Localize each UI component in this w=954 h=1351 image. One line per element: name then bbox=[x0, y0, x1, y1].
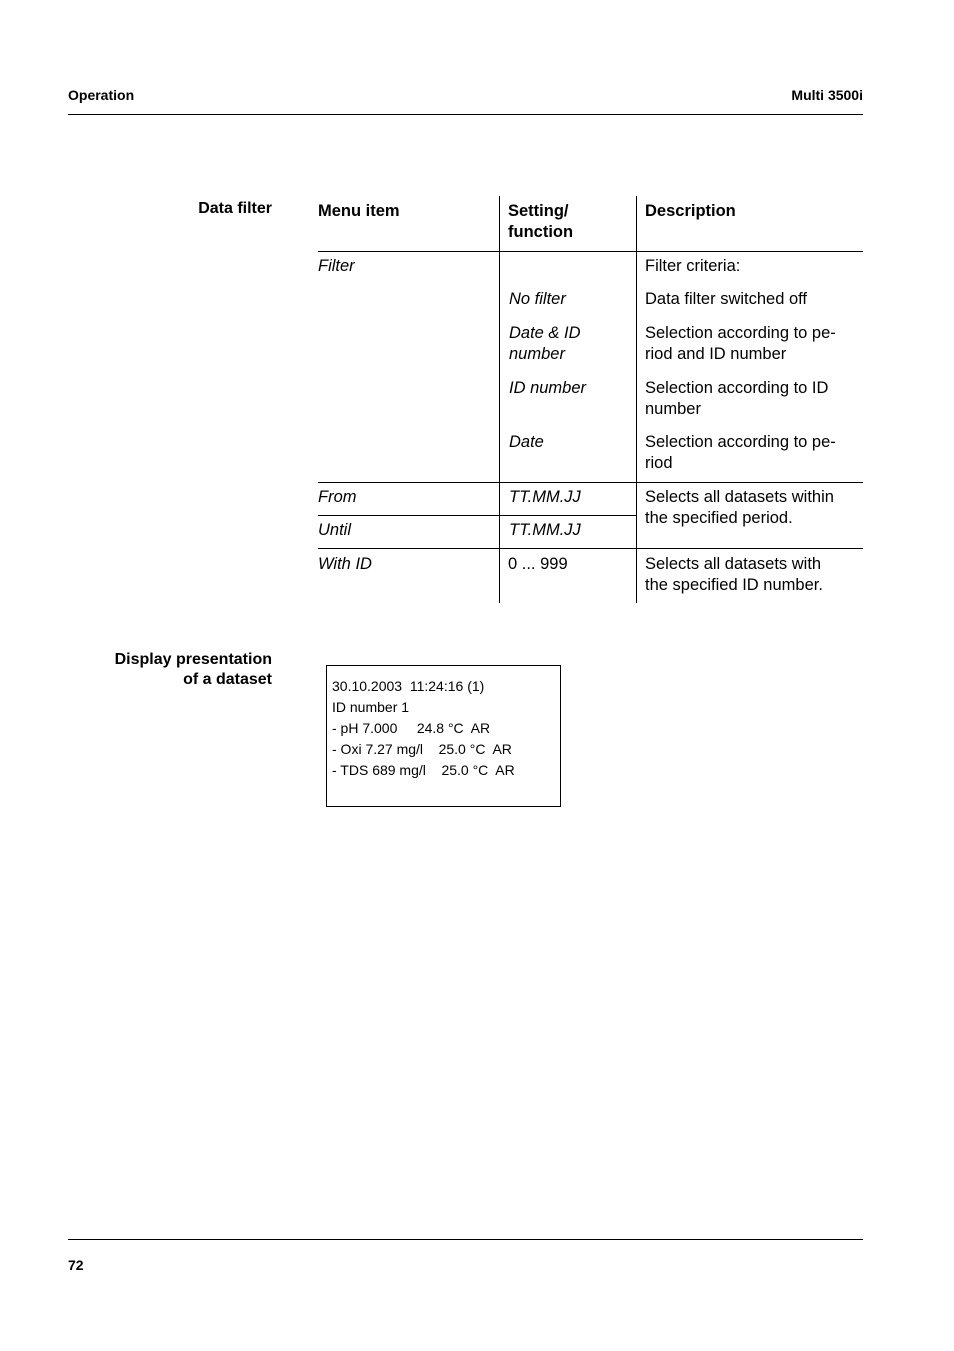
table-row-rule bbox=[318, 515, 636, 516]
column-header-setting-line2: function bbox=[508, 223, 574, 241]
desc-date-line2: riod bbox=[645, 454, 673, 472]
table-header-rule bbox=[318, 251, 863, 252]
column-header-setting-line1: Setting/ bbox=[508, 202, 569, 220]
desc-with-id-line2: the specified ID number. bbox=[645, 576, 823, 594]
dataset-display-screen bbox=[326, 665, 561, 807]
menu-item-filter: Filter bbox=[318, 257, 355, 275]
table-column-divider bbox=[636, 196, 637, 603]
desc-no-filter: Data filter switched off bbox=[645, 290, 808, 308]
desc-period-line2: the specified period. bbox=[645, 509, 793, 527]
running-header-product: Multi 3500i bbox=[791, 87, 863, 103]
setting-date-id-line1: Date & ID bbox=[509, 324, 581, 342]
desc-date-id-line2: riod and ID number bbox=[645, 345, 787, 363]
table-column-divider bbox=[499, 196, 500, 603]
menu-item-with-id: With ID bbox=[318, 555, 372, 573]
table-row-rule bbox=[318, 482, 863, 483]
filter-criteria-text: Filter criteria: bbox=[645, 257, 741, 275]
section-label-data-filter: Data filter bbox=[198, 200, 272, 217]
display-line-ph: - pH 7.000 24.8 °C AR bbox=[332, 720, 491, 736]
running-header-section: Operation bbox=[68, 87, 135, 103]
display-line-timestamp: 30.10.2003 11:24:16 (1) bbox=[332, 678, 485, 694]
display-line-id: ID number 1 bbox=[332, 699, 410, 715]
setting-from: TT.MM.JJ bbox=[509, 488, 581, 506]
setting-id-number: ID number bbox=[509, 379, 587, 397]
desc-id-number-line1: Selection according to ID bbox=[645, 379, 829, 397]
setting-date: Date bbox=[509, 433, 544, 451]
menu-item-until: Until bbox=[318, 521, 352, 539]
page-number: 72 bbox=[68, 1257, 84, 1273]
desc-with-id-line1: Selects all datasets with bbox=[645, 555, 822, 573]
setting-with-id: 0 ... 999 bbox=[508, 555, 568, 573]
column-header-description: Description bbox=[645, 202, 736, 220]
footer-rule bbox=[68, 1239, 863, 1240]
desc-id-number-line2: number bbox=[645, 400, 701, 418]
section-label-display-presentation-line1: Display presentation bbox=[114, 651, 272, 668]
desc-date-id-line1: Selection according to pe- bbox=[645, 324, 836, 342]
section-label-display-presentation-line2: of a dataset bbox=[183, 671, 272, 688]
menu-item-from: From bbox=[318, 488, 357, 506]
setting-date-id-line2: number bbox=[509, 345, 565, 363]
table-row-rule bbox=[318, 548, 863, 549]
display-line-oxi: - Oxi 7.27 mg/l 25.0 °C AR bbox=[332, 741, 512, 757]
desc-date-line1: Selection according to pe- bbox=[645, 433, 836, 451]
header-rule bbox=[68, 114, 863, 115]
setting-no-filter: No filter bbox=[509, 290, 566, 308]
column-header-menu-item: Menu item bbox=[318, 202, 400, 220]
setting-until: TT.MM.JJ bbox=[509, 521, 581, 539]
desc-period-line1: Selects all datasets within bbox=[645, 488, 834, 506]
display-line-tds: - TDS 689 mg/l 25.0 °C AR bbox=[332, 762, 515, 778]
